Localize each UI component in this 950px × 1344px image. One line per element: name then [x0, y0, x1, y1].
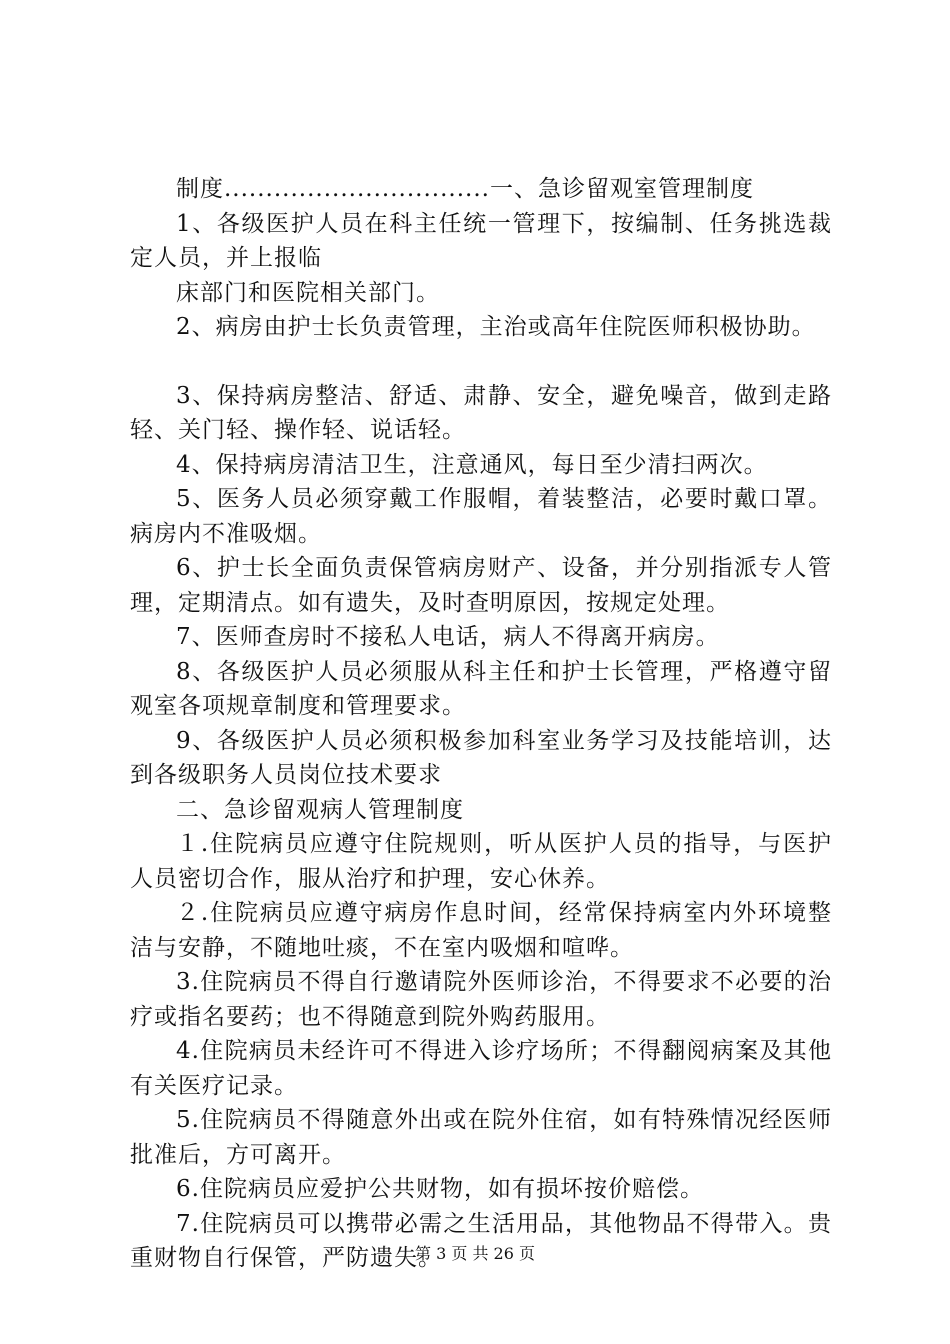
paragraph-patient-rule-5: 5.住院病员不得随意外出或在院外住宿，如有特殊情况经医师批准后，方可离开。 [130, 1107, 832, 1168]
paragraph-rule-7: 7、医师查房时不接私人电话，病人不得离开病房。 [176, 624, 720, 650]
paragraph-rule-6: 6、护士长全面负责保管病房财产、设备，并分别指派专人管理，定期清点。如有遗失，及时查明原因，按规定处理。 [130, 555, 832, 616]
paragraph-rule-9: 9、各级医护人员必须积极参加科室业务学习及技能培训，达到各级职务人员岗位技术要求 [130, 727, 832, 788]
paragraph-rule-8: 8、各级医护人员必须服从科主任和护士长管理，严格遵守留观室各项规章制度和管理要求。 [130, 658, 832, 719]
paragraph-rule-1-continued: 床部门和医院相关部门。 [176, 279, 440, 306]
paragraph-toc-fragment: 制度................................一、急诊留观室管理制度 [176, 176, 754, 202]
paragraph-rule-2: 2、病房由护士长负责管理，主治或高年住院医师积极协助。 [176, 314, 816, 340]
paragraph-patient-rule-7: 7.住院病员可以携带必需之生活用品，其他物品不得带入。贵重财物自行保管，严防遗失。 [130, 1210, 832, 1271]
paragraph-rule-5: 5、医务人员必须穿戴工作服帽，着装整洁，必要时戴口罩。病房内不准吸烟。 [130, 486, 832, 547]
paragraph-patient-rule-3: 3.住院病员不得自行邀请院外医师诊治，不得要求不必要的治疗或指名要药；也不得随意到院外购药服用。 [130, 969, 832, 1030]
paragraph-rule-1: 1、各级医护人员在科主任统一管理下，按编制、任务挑选裁定人员，并上报临 [130, 210, 832, 271]
paragraph-patient-rule-4: 4.住院病员未经许可不得进入诊疗场所；不得翻阅病案及其他有关医疗记录。 [130, 1038, 832, 1099]
section-heading-patient-rules: 二、急诊留观病人管理制度 [176, 796, 464, 823]
page-number-footer: 第 3 页 共 26 页 [415, 1244, 535, 1263]
paragraph-patient-rule-1: １.住院病员应遵守住院规则，听从医护人员的指导，与医护人员密切合作，服从治疗和护理，安心休养。 [130, 831, 832, 892]
paragraph-rule-4: 4、保持病房清洁卫生，注意通风，每日至少清扫两次。 [176, 451, 768, 478]
paragraph-rule-3: 3、保持病房整洁、舒适、肃静、安全，避免噪音，做到走路轻、关门轻、操作轻、说话轻。 [130, 382, 832, 443]
paragraph-patient-rule-6: 6.住院病员应爱护公共财物，如有损坏按价赔偿。 [176, 1176, 704, 1202]
document-body [130, 172, 832, 1276]
paragraph-patient-rule-2: ２.住院病员应遵守病房作息时间，经常保持病室内外环境整洁与安静，不随地吐痰，不在室内吸烟和喧哗。 [130, 900, 832, 961]
